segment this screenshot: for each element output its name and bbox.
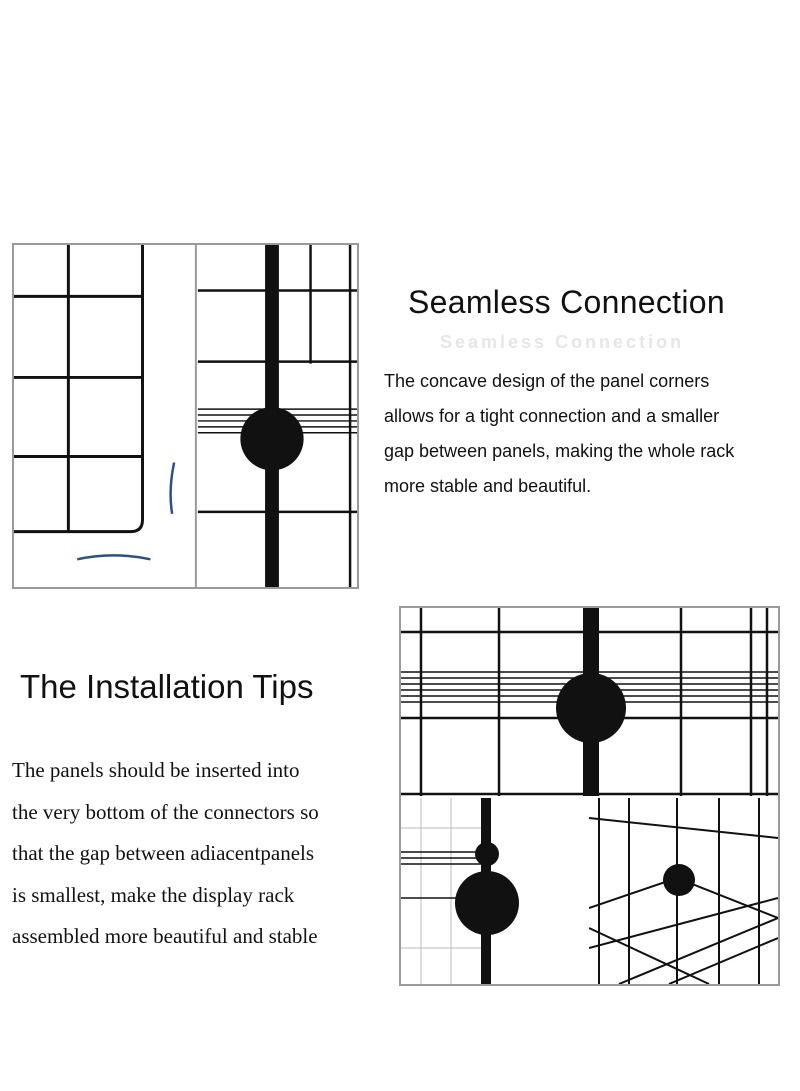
connector-top-photo — [401, 608, 778, 796]
install-line: the very bottom of the connectors so — [12, 799, 319, 824]
seamless-line: allows for a tight connection and a smaller — [384, 406, 720, 426]
seamless-connection-title-reflection: Seamless Connection — [440, 332, 685, 352]
connector-top-illustration — [401, 608, 778, 796]
seamless-line: more stable and beautiful. — [384, 476, 592, 496]
connector-corner-illustration — [589, 798, 778, 984]
install-line: The panels should be inserted into — [12, 758, 300, 782]
install-line: that the gap between adiacentpanels — [12, 841, 315, 865]
seamless-line: gap between panels, making the whole rack — [384, 441, 735, 461]
seamless-connection-description — [384, 364, 796, 504]
seamless-line: The concave design of the panel corners — [384, 371, 710, 391]
connector-side-photo — [401, 798, 587, 984]
panel-corner-photo — [12, 243, 359, 589]
install-line: assembled more beautiful and stable — [12, 924, 318, 948]
seamless-connection-title: Seamless Connection — [408, 284, 725, 320]
connector-side-illustration — [401, 798, 587, 984]
install-line: is smallest, make the display rack — [12, 882, 295, 907]
installation-photo — [399, 606, 780, 986]
installation-tips-title: The Installation Tips — [20, 668, 314, 705]
panel-corner-illustration — [14, 245, 357, 587]
installation-tips-description — [12, 750, 402, 958]
connector-corner-photo — [589, 798, 778, 984]
